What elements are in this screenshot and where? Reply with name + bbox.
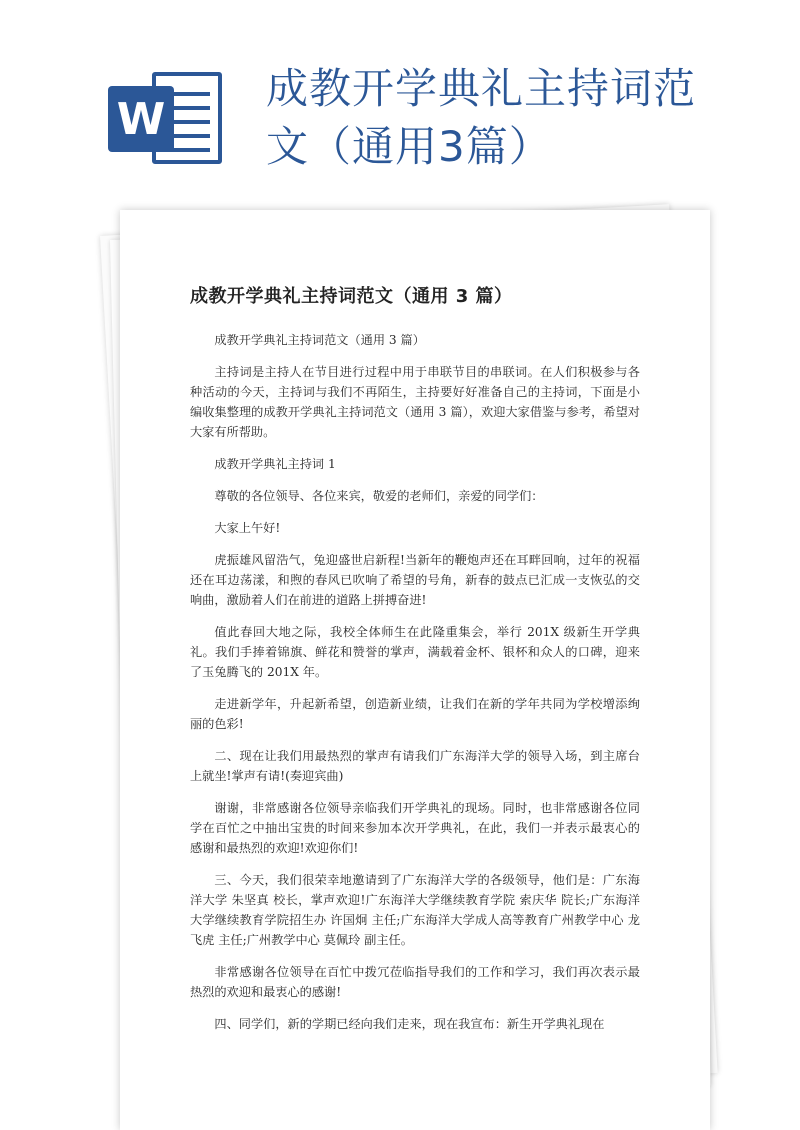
document-title [266,60,736,176]
paragraph: 走进新学年，升起新希望，创造新业绩，让我们在新的学年共同为学校增添绚丽的色彩! [190,697,640,731]
paragraph: 成教开学典礼主持词范文（通用 3 篇） [214,333,425,347]
paragraph: 尊敬的各位领导、各位来宾，敬爱的老师们，亲爱的同学们： [214,489,544,503]
paragraph: 主持词是主持人在节目进行过程中用于串联节目的串联词。在人们积极参与各种活动的今天，主持词与我们不再陌生，主持要好好准备自己的主持词，下面是小编收集整理的成教开学典礼主持词范文（通用 3 篇），欢迎大家借鉴与参考，希望对大家有所帮助。 [190,365,640,439]
document-title-line-2: 文（通用3篇） [266,122,552,171]
document-content [190,282,640,1046]
paragraph: 四、同学们，新的学期已经向我们走来，现在我宣布：新生开学典礼现在 [214,1017,605,1031]
header-banner [0,0,800,215]
word-document-icon [108,72,226,164]
paragraph: 非常感谢各位领导在百忙中拨冗莅临指导我们的工作和学习，我们再次表示最热烈的欢迎和最衷心的感谢! [190,965,640,999]
paragraph: 三、今天，我们很荣幸地邀请到了广东海洋大学的各级领导，他们是：广东海洋大学 朱坚真 校长，掌声欢迎!广东海洋大学继续教育学院 索庆华 院长;广东海洋大学继续教育学院招生办 许国炯 主任;广东海洋大学成人高等教育广州教学中心 龙飞虎 主任;广州教学中心 莫佩玲 副主任。 [190,873,640,947]
document-page [120,210,710,1130]
paragraph: 成教开学典礼主持词 1 [214,457,336,471]
word-letter-badge: W [108,86,174,152]
paragraph: 二、现在让我们用最热烈的掌声有请我们广东海洋大学的领导入场，到主席台上就坐!掌声有请!(奏迎宾曲) [190,749,640,783]
page-heading: 成教开学典礼主持词范文（通用 3 篇） [190,286,513,307]
paragraph: 大家上午好! [214,521,281,535]
paragraph: 谢谢，非常感谢各位领导亲临我们开学典礼的现场。同时，也非常感谢各位同学在百忙之中抽出宝贵的时间来参加本次开学典礼，在此，我们一并表示最衷心的感谢和最热烈的欢迎!欢迎你们! [190,801,640,855]
paragraph: 值此春回大地之际，我校全体师生在此隆重集会，举行 201X 级新生开学典礼。我们手捧着锦旗、鲜花和赞誉的掌声，满载着金杯、银杯和众人的口碑，迎来了玉兔腾飞的 201X 年。 [190,625,640,679]
paragraph: 虎振雄风留浩气，兔迎盛世启新程!当新年的鞭炮声还在耳畔回响，过年的祝福还在耳边荡漾，和煦的春风已吹响了希望的号角，新春的鼓点已汇成一支恢弘的交响曲，激励着人们在前进的道路上拼搏奋进! [190,553,640,607]
document-title-line-1: 成教开学典礼主持词范 [266,64,697,113]
